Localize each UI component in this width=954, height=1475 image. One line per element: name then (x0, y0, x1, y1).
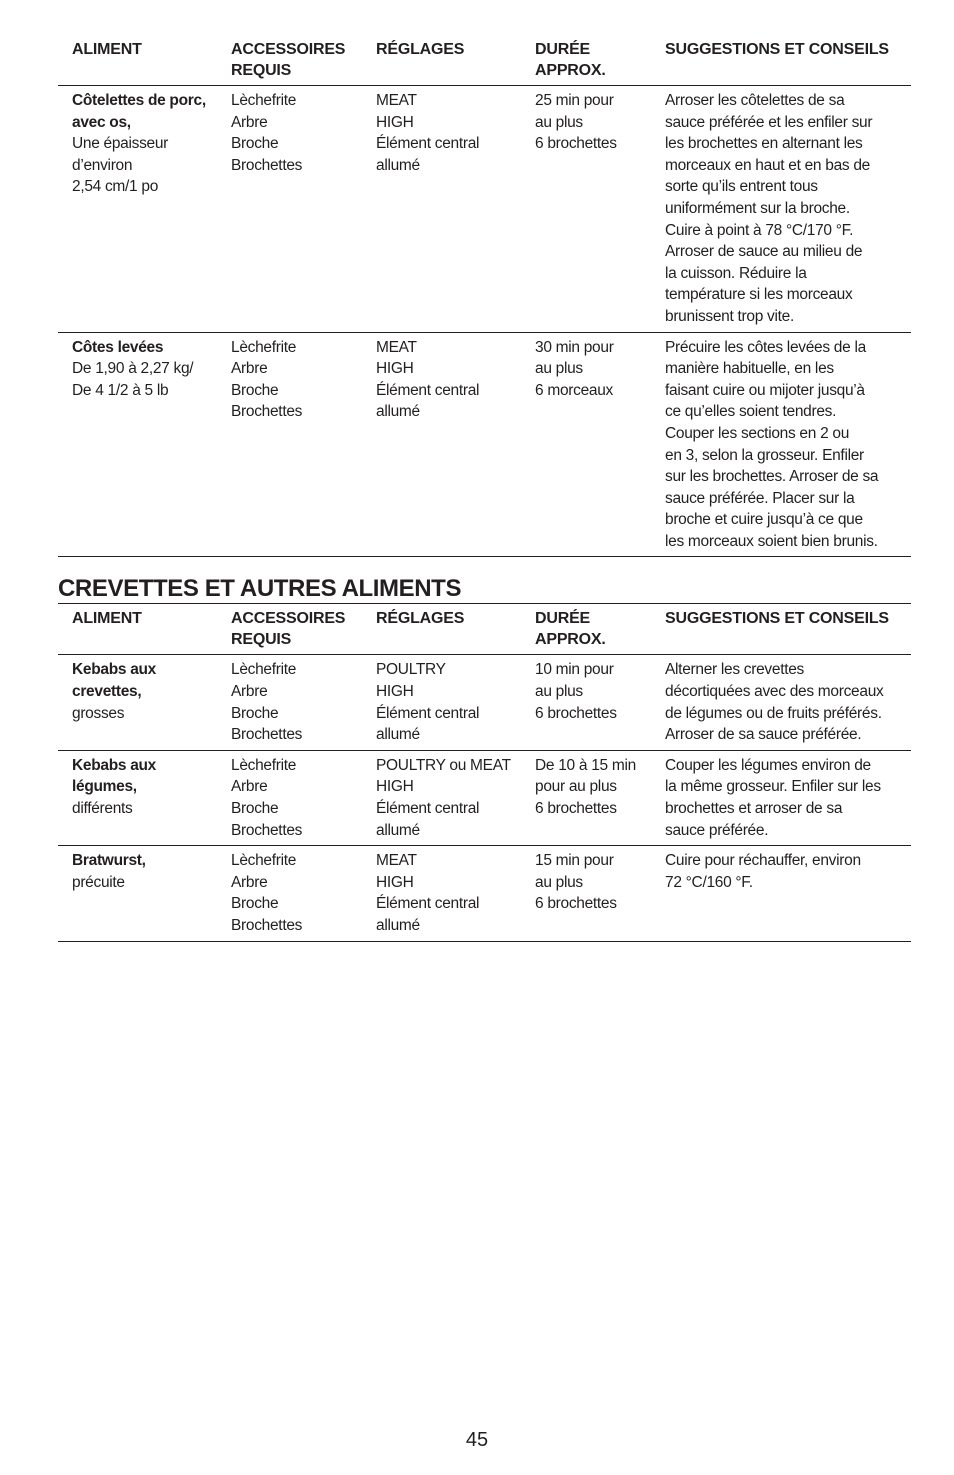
tips-line: Alterner les crevettes (665, 661, 804, 679)
header-text: DURÉE (535, 610, 591, 628)
header-text: APPROX. (535, 62, 606, 79)
accessories-line: Brochettes (231, 917, 303, 934)
table-row (58, 332, 911, 557)
tips-line: la cuisson. Réduire la (665, 264, 807, 282)
food-cell (58, 332, 231, 557)
settings-line: MEAT (376, 92, 417, 109)
food-detail: grosses (72, 704, 125, 722)
accessories-line: Arbre (231, 683, 268, 701)
settings-cell (376, 86, 535, 333)
food-cell (58, 750, 231, 845)
tips-line: 72 °C/160 °F. (665, 873, 753, 891)
accessories-line: Lèchefrite (231, 661, 297, 679)
time-line: 6 brochettes (535, 135, 617, 153)
time-line: 30 min pour (535, 338, 614, 356)
food-name: Kebabs aux (72, 756, 157, 774)
tips-cell (665, 332, 911, 557)
time-cell (535, 846, 665, 941)
header-text: RÉGLAGES (376, 41, 465, 58)
food-name: légumes, (72, 778, 137, 796)
food-cell (58, 655, 231, 750)
accessories-line: Lèchefrite (231, 852, 297, 870)
tips-line: Couper les sections en 2 ou (665, 424, 850, 442)
header-accessoires (231, 35, 376, 86)
table-body (58, 86, 911, 557)
accessories-cell (231, 86, 376, 333)
food-name: Bratwurst, (72, 852, 146, 870)
time-line: 15 min pour (535, 852, 614, 870)
settings-line: HIGH (376, 360, 414, 378)
food-cell (58, 846, 231, 941)
tips-line: ce qu’elles soient tendres. (665, 403, 837, 421)
header-text: REQUIS (231, 631, 292, 649)
tips-line: les brochettes en alternant les (665, 135, 863, 153)
settings-line: allumé (376, 156, 420, 174)
settings-line: MEAT (376, 338, 417, 356)
header-text: RÉGLAGES (376, 610, 465, 628)
settings-cell (376, 750, 535, 845)
table-row (58, 655, 911, 750)
food-name: crevettes, (72, 683, 142, 701)
tips-line: Couper les légumes environ de (665, 756, 871, 774)
settings-cell (376, 655, 535, 750)
tips-cell (665, 846, 911, 941)
accessories-line: Broche (231, 135, 279, 153)
time-cell (535, 86, 665, 333)
tips-line: sauce préférée. (665, 821, 769, 839)
tips-line: sauce préférée et les enfiler sur (665, 113, 873, 131)
accessories-line: Lèchefrite (231, 92, 297, 109)
settings-line: Élément central (376, 135, 480, 153)
accessories-cell (231, 655, 376, 750)
time-line: au plus (535, 113, 583, 131)
header-suggestions (665, 35, 911, 86)
section-title: CREVETTES ET AUTRES ALIMENTS (58, 575, 462, 603)
tips-line: sorte qu’ils entrent tous (665, 178, 818, 196)
settings-line: HIGH (376, 873, 414, 891)
header-reglages (376, 604, 535, 655)
time-cell (535, 332, 665, 557)
time-line: au plus (535, 683, 583, 701)
accessories-line: Arbre (231, 360, 268, 378)
tips-line: température si les morceaux (665, 286, 853, 304)
food-name: Côtelettes de porc, (72, 92, 206, 109)
header-text: ALIMENT (72, 610, 142, 628)
time-line: De 10 à 15 min (535, 756, 636, 774)
tips-line: Arroser les côtelettes de sa (665, 92, 845, 109)
accessories-line: Brochettes (231, 156, 303, 174)
food-name: Kebabs aux (72, 661, 157, 679)
time-line: au plus (535, 873, 583, 891)
tips-line: faisant cuire ou mijoter jusqu’à (665, 381, 865, 399)
tips-line: Précuire les côtes levées de la (665, 338, 866, 356)
tips-line: Cuire pour réchauffer, environ (665, 852, 861, 870)
settings-line: allumé (376, 917, 420, 934)
tips-line: Arroser de sa sauce préférée. (665, 726, 862, 744)
food-name: avec os, (72, 113, 131, 131)
cooking-table-1 (58, 35, 911, 557)
tips-line: de légumes ou de fruits préférés. (665, 704, 882, 722)
time-cell (535, 655, 665, 750)
tips-line: brochettes et arroser de sa (665, 800, 843, 818)
accessories-line: Broche (231, 895, 279, 913)
table-header-row (58, 35, 911, 86)
header-duree (535, 35, 665, 86)
tips-line: la même grosseur. Enfiler sur les (665, 778, 881, 796)
tips-line: brunissent trop vite. (665, 307, 794, 325)
food-detail: Une épaisseur (72, 135, 169, 153)
tips-line: décortiquées avec des morceaux (665, 683, 884, 701)
time-line: 6 brochettes (535, 800, 617, 818)
tips-line: Cuire à point à 78 °C/170 °F. (665, 221, 854, 239)
table-row (58, 846, 911, 941)
accessories-cell (231, 846, 376, 941)
accessories-line: Brochettes (231, 821, 303, 839)
tips-line: morceaux en haut et en bas de (665, 156, 871, 174)
tips-line: Arroser de sauce au milieu de (665, 243, 863, 261)
time-line: 6 brochettes (535, 704, 617, 722)
time-cell (535, 750, 665, 845)
time-line: 10 min pour (535, 661, 614, 679)
header-aliment (58, 604, 231, 655)
page-number: 45 (465, 1429, 489, 1451)
tips-line: sauce préférée. Placer sur la (665, 489, 855, 507)
tips-line: sur les brochettes. Arroser de sa (665, 468, 879, 486)
time-line: 6 brochettes (535, 895, 617, 913)
tips-line: les morceaux soient bien brunis. (665, 532, 878, 550)
time-line: 25 min pour (535, 92, 614, 109)
time-line: pour au plus (535, 778, 617, 796)
tips-line: broche et cuire jusqu’à ce que (665, 511, 863, 529)
tips-line: manière habituelle, en les (665, 360, 834, 378)
header-accessoires (231, 604, 376, 655)
food-detail: d’environ (72, 156, 133, 174)
header-text: SUGGESTIONS ET CONSEILS (665, 610, 889, 628)
table-header-row (58, 604, 911, 655)
cooking-table-2 (58, 603, 911, 941)
header-suggestions (665, 604, 911, 655)
accessories-line: Brochettes (231, 403, 303, 421)
settings-cell (376, 846, 535, 941)
accessories-cell (231, 750, 376, 845)
settings-line: allumé (376, 726, 420, 744)
header-aliment (58, 35, 231, 86)
header-text: REQUIS (231, 62, 292, 79)
header-text: APPROX. (535, 631, 606, 649)
accessories-line: Lèchefrite (231, 338, 297, 356)
settings-cell (376, 332, 535, 557)
time-line: au plus (535, 360, 583, 378)
accessories-line: Brochettes (231, 726, 303, 744)
settings-line: HIGH (376, 113, 414, 131)
tips-line: en 3, selon la grosseur. Enfiler (665, 446, 864, 464)
header-reglages (376, 35, 535, 86)
settings-line: Élément central (376, 704, 480, 722)
settings-line: Élément central (376, 895, 480, 913)
document-page (58, 0, 911, 942)
settings-line: Élément central (376, 381, 480, 399)
header-text: ACCESSOIRES (231, 41, 346, 58)
header-text: ALIMENT (72, 41, 142, 58)
tips-line: uniformément sur la broche. (665, 199, 850, 217)
tips-cell (665, 655, 911, 750)
tips-cell (665, 750, 911, 845)
header-text: DURÉE (535, 41, 591, 58)
header-duree (535, 604, 665, 655)
food-detail: 2,54 cm/1 po (72, 178, 159, 196)
accessories-line: Lèchefrite (231, 756, 297, 774)
settings-line: POULTRY ou MEAT (376, 756, 511, 774)
accessories-line: Broche (231, 800, 279, 818)
food-detail: De 1,90 à 2,27 kg/ (72, 360, 194, 378)
food-detail: précuite (72, 873, 125, 891)
settings-line: HIGH (376, 683, 414, 701)
accessories-line: Broche (231, 704, 279, 722)
settings-line: allumé (376, 821, 420, 839)
accessories-line: Arbre (231, 113, 268, 131)
settings-line: allumé (376, 403, 420, 421)
table-row (58, 750, 911, 845)
table-row (58, 86, 911, 333)
accessories-cell (231, 332, 376, 557)
time-line: 6 morceaux (535, 381, 613, 399)
settings-line: POULTRY (376, 661, 446, 679)
settings-line: MEAT (376, 852, 417, 870)
accessories-line: Arbre (231, 873, 268, 891)
settings-line: HIGH (376, 778, 414, 796)
food-cell (58, 86, 231, 333)
header-text: ACCESSOIRES (231, 610, 346, 628)
food-detail: De 4 1/2 à 5 lb (72, 381, 169, 399)
table-body (58, 655, 911, 941)
accessories-line: Arbre (231, 778, 268, 796)
tips-cell (665, 86, 911, 333)
header-text: SUGGESTIONS ET CONSEILS (665, 41, 889, 58)
food-detail: différents (72, 800, 133, 818)
settings-line: Élément central (376, 800, 480, 818)
food-name: Côtes levées (72, 338, 164, 356)
accessories-line: Broche (231, 381, 279, 399)
